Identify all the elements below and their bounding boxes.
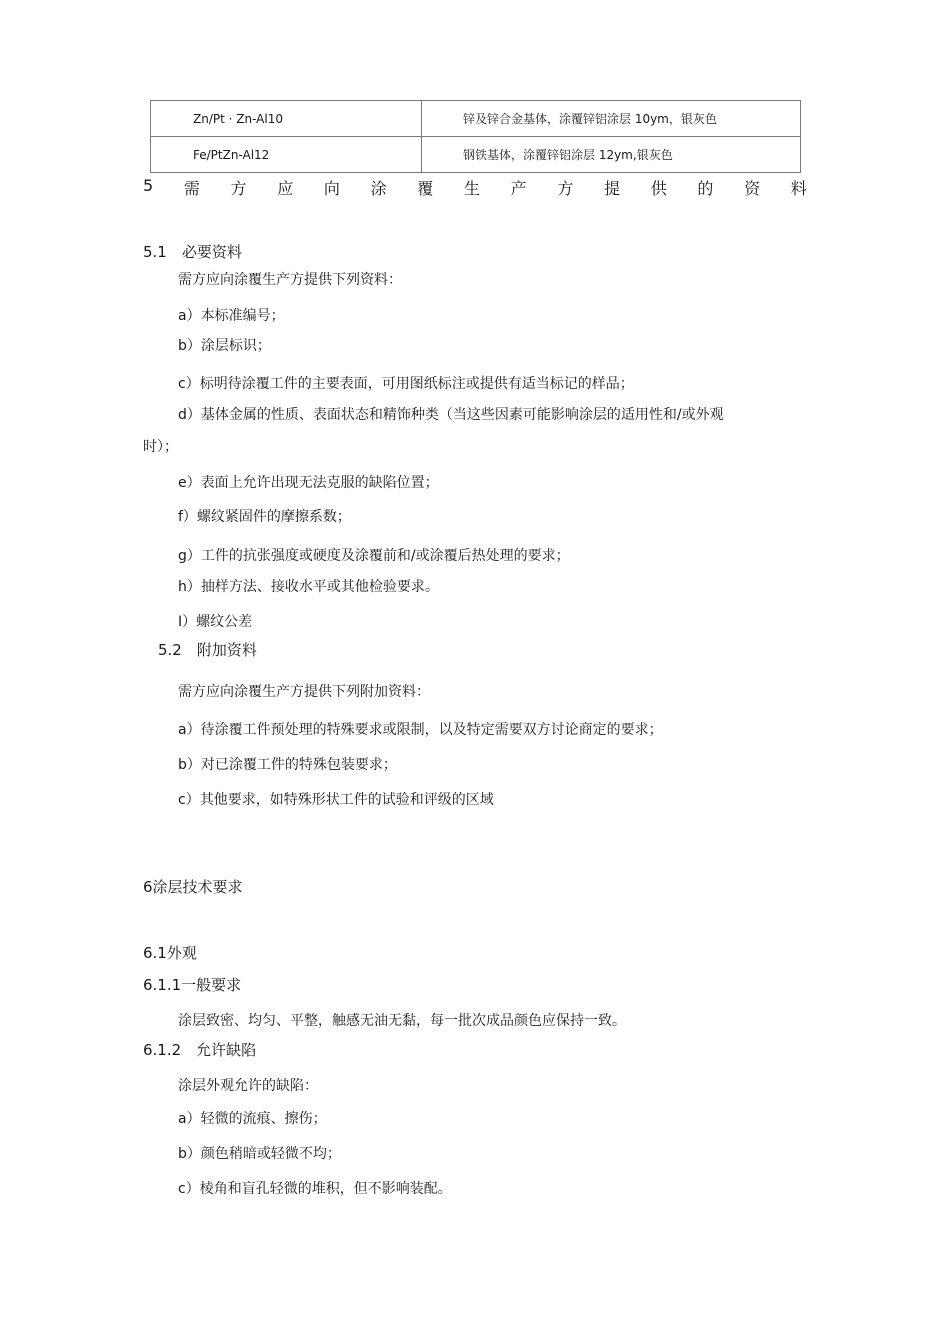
heading-char: 需: [183, 179, 200, 198]
section-5-2-intro: 需方应向涂覆生产方提供下列附加资料：: [178, 684, 430, 700]
table-cell-description: 钢铁基体，涂覆锌铝涂层 12ym,银灰色: [422, 137, 801, 173]
list-item: I）螺纹公差: [178, 614, 253, 630]
section-6-1-heading: 6.1外观: [143, 944, 197, 962]
coating-designation-table: [150, 100, 801, 173]
list-item: a）本标准编号；: [178, 308, 285, 324]
section-5-1-heading: 5.1 必要资料: [143, 243, 242, 261]
section-6-1-2-heading: 6.1.2 允许缺陷: [143, 1041, 257, 1059]
list-item: d）基体金属的性质、表面状态和精饰种类（当这些因素可能影响涂层的适用性和/或外观: [178, 407, 724, 423]
list-item: c）其他要求，如特殊形状工件的试验和评级的区域: [178, 792, 494, 808]
heading-char: 生: [463, 179, 480, 198]
heading-char: 涂: [370, 179, 387, 198]
list-item: b）颜色稍暗或轻微不均；: [178, 1146, 341, 1162]
heading-char: 的: [697, 179, 714, 198]
section-5-heading: [143, 176, 807, 199]
heading-char: 方: [230, 179, 247, 198]
list-item: b）涂层标识；: [178, 338, 271, 354]
heading-char: 覆: [417, 179, 434, 198]
heading-char: 向: [323, 179, 340, 198]
list-item: g）工件的抗张强度或硬度及涂覆前和/或涂覆后热处理的要求；: [178, 548, 570, 564]
heading-char: 提: [604, 179, 621, 198]
section-6-1-1-text: 涂层致密、均匀、平整，触感无油无黏，每一批次成品颜色应保持一致。: [178, 1013, 626, 1029]
table-row: [151, 137, 801, 173]
list-item: c）棱角和盲孔轻微的堆积，但不影响装配。: [178, 1181, 452, 1197]
table-cell-description: 锌及锌合金基体，涂覆锌铝涂层 10ym，银灰色: [422, 101, 801, 137]
heading-char: 供: [650, 179, 667, 198]
heading-char: 方: [557, 179, 574, 198]
table-cell-designation: Zn/Pt · Zn-Al10: [151, 101, 422, 137]
list-item: e）表面上允许出现无法克服的缺陷位置；: [178, 475, 439, 491]
section-6-1-1-heading: 6.1.1一般要求: [143, 976, 242, 994]
heading-char: 产: [510, 179, 527, 198]
list-item-continuation: 时）；: [143, 439, 178, 455]
section-5-1-intro: 需方应向涂覆生产方提供下列资料：: [178, 272, 402, 288]
section-6-1-2-intro: 涂层外观允许的缺陷：: [178, 1078, 318, 1094]
section-6-heading: 6涂层技术要求: [143, 878, 243, 896]
list-item: a）轻微的流痕、擦伤；: [178, 1111, 327, 1127]
list-item: h）抽样方法、接收水平或其他检验要求。: [178, 579, 439, 595]
list-item: f）螺纹紧固件的摩擦系数；: [178, 509, 351, 525]
heading-char: 应: [277, 179, 294, 198]
heading-char: 资: [744, 179, 761, 198]
table-cell-designation: Fe/PtZn-Al12: [151, 137, 422, 173]
list-item: b）对已涂覆工件的特殊包装要求；: [178, 757, 397, 773]
section-5-2-heading: 5.2 附加资料: [158, 641, 257, 659]
list-item: a）待涂覆工件预处理的特殊要求或限制，以及特定需要双方讨论商定的要求；: [178, 722, 663, 738]
heading-char: 5: [143, 176, 154, 195]
heading-char: 料: [790, 179, 807, 198]
list-item: c）标明待涂覆工件的主要表面，可用图纸标注或提供有适当标记的样品；: [178, 376, 634, 392]
table-row: [151, 101, 801, 137]
